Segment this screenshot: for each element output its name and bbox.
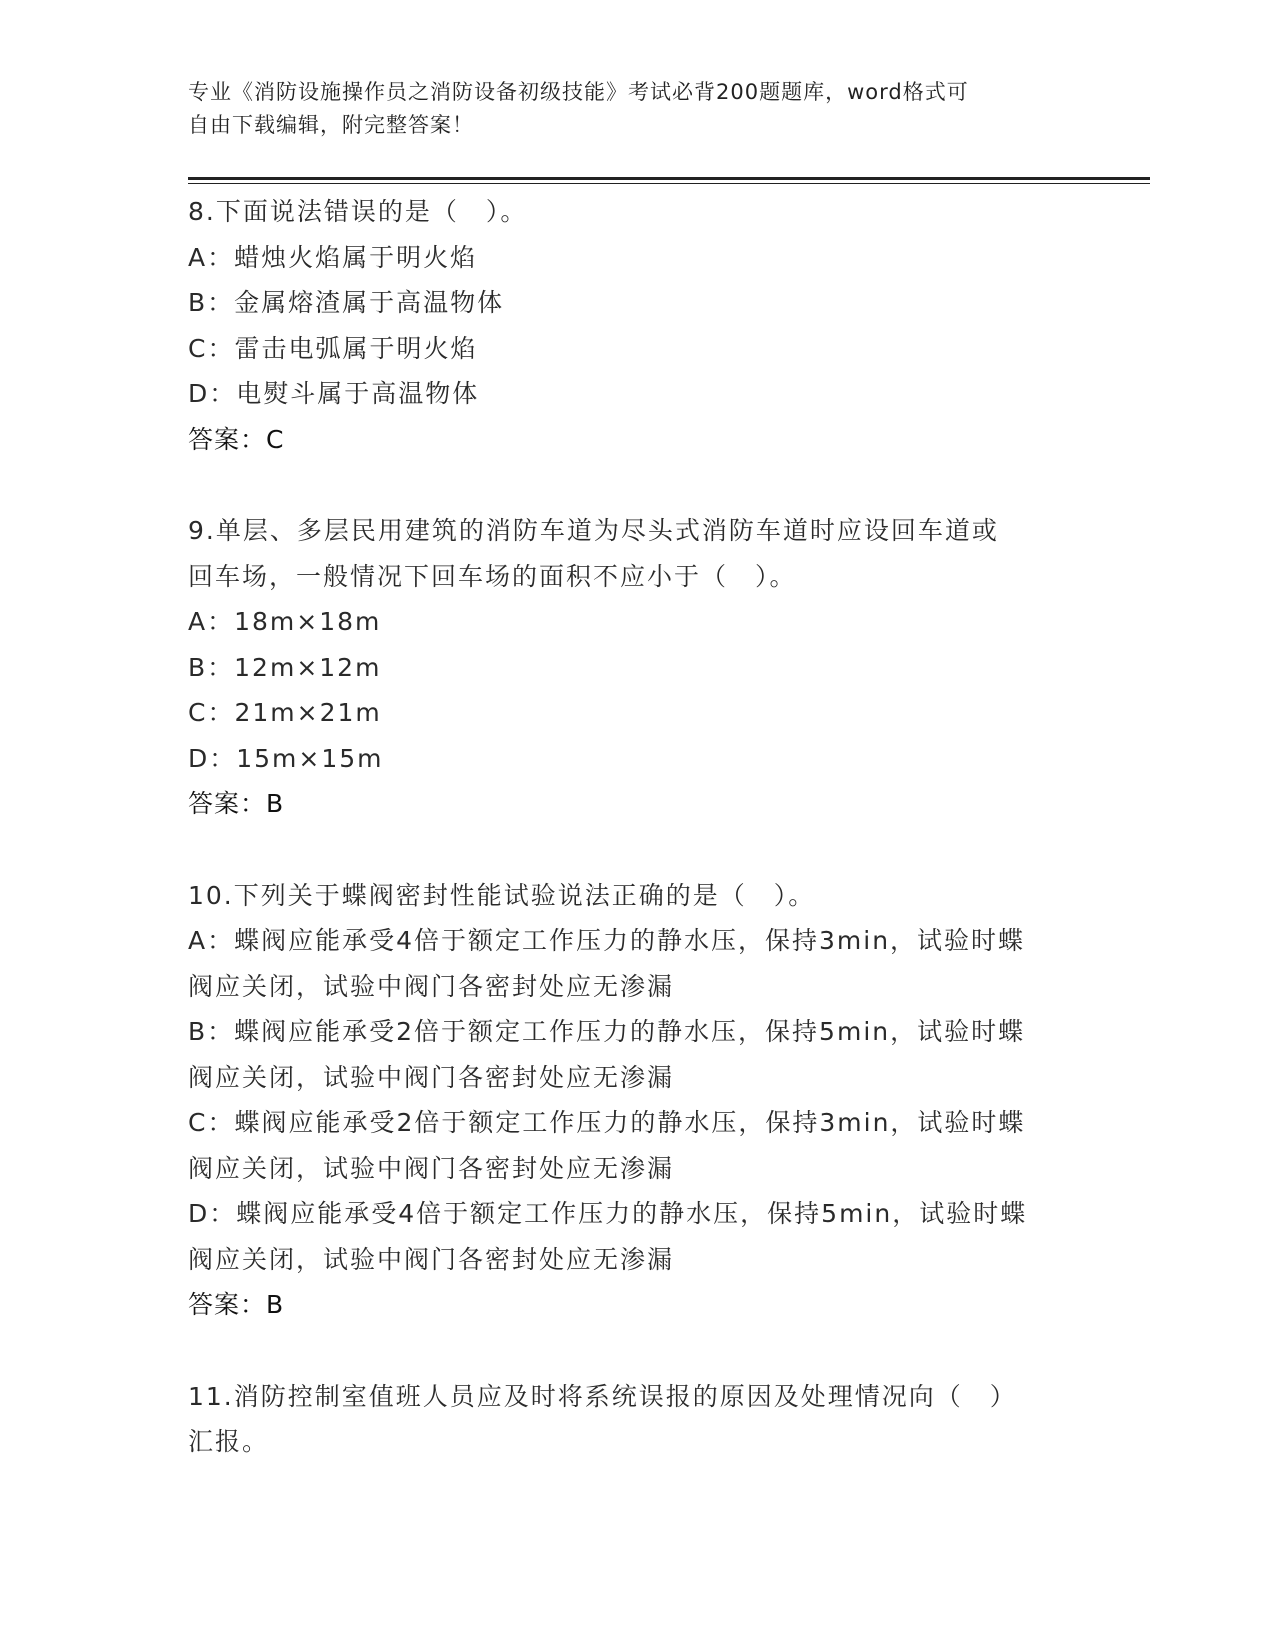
answer-text: 答案：B bbox=[188, 789, 285, 818]
option-a-continued: 阀应关闭，试验中阀门各密封处应无渗漏 bbox=[188, 971, 675, 1001]
option-b: B：12m×12m bbox=[188, 652, 382, 682]
question-spacer bbox=[188, 462, 1088, 508]
option-c: C：蝶阀应能承受2倍于额定工作压力的静水压，保持3min，试验时蝶 bbox=[188, 1108, 1026, 1137]
question-stem-continued: 汇报。 bbox=[188, 1427, 270, 1456]
option-b: B：金属熔渣属于高温物体 bbox=[188, 288, 505, 317]
option-d-continued: 阀应关闭，试验中阀门各密封处应无渗漏 bbox=[188, 1244, 675, 1274]
question-stem-continued: 回车场，一般情况下回车场的面积不应小于（ ）。 bbox=[188, 561, 797, 591]
option-b: B：蝶阀应能承受2倍于额定工作压力的静水压，保持5min，试验时蝶 bbox=[188, 1017, 1026, 1046]
question-8 bbox=[188, 189, 1088, 462]
header-divider-thick bbox=[188, 177, 1150, 180]
question-stem: 9.单层、多层民用建筑的消防车道为尽头式消防车道时应设回车道或 bbox=[188, 516, 999, 545]
question-stem: 8.下面说法错误的是（ ）。 bbox=[188, 197, 528, 226]
question-stem: 11.消防控制室值班人员应及时将系统误报的原因及处理情况向（ ） bbox=[188, 1381, 1017, 1411]
option-c: C：21m×21m bbox=[188, 698, 382, 727]
answer-text: 答案：B bbox=[188, 1290, 285, 1319]
option-d: D：蝶阀应能承受4倍于额定工作压力的静水压，保持5min，试验时蝶 bbox=[188, 1199, 1028, 1228]
question-stem: 10.下列关于蝶阀密封性能试验说法正确的是（ ）。 bbox=[188, 880, 816, 910]
option-d: D：电熨斗属于高温物体 bbox=[188, 379, 480, 408]
answer-text: 答案：C bbox=[188, 424, 285, 454]
option-a: A：蝶阀应能承受4倍于额定工作压力的静水压，保持3min，试验时蝶 bbox=[188, 926, 1026, 955]
option-b-continued: 阀应关闭，试验中阀门各密封处应无渗漏 bbox=[188, 1062, 675, 1092]
option-c-continued: 阀应关闭，试验中阀门各密封处应无渗漏 bbox=[188, 1153, 675, 1183]
question-spacer bbox=[188, 1328, 1088, 1374]
question-9 bbox=[188, 508, 1088, 827]
header-line: 专业《消防设施操作员之消防设备初级技能》考试必背200题题库，word格式可 bbox=[188, 80, 969, 104]
question-list bbox=[188, 189, 1088, 1465]
document-header bbox=[188, 76, 1068, 142]
option-c: C：雷击电弧属于明火焰 bbox=[188, 333, 478, 363]
header-line: 自由下载编辑，附完整答案！ bbox=[188, 113, 474, 137]
question-spacer bbox=[188, 827, 1088, 873]
question-11 bbox=[188, 1374, 1088, 1465]
question-10 bbox=[188, 873, 1088, 1328]
option-a: A：18m×18m bbox=[188, 607, 382, 636]
header-divider-thin bbox=[188, 183, 1150, 184]
option-a: A：蜡烛火焰属于明火焰 bbox=[188, 242, 478, 272]
option-d: D：15m×15m bbox=[188, 743, 384, 773]
